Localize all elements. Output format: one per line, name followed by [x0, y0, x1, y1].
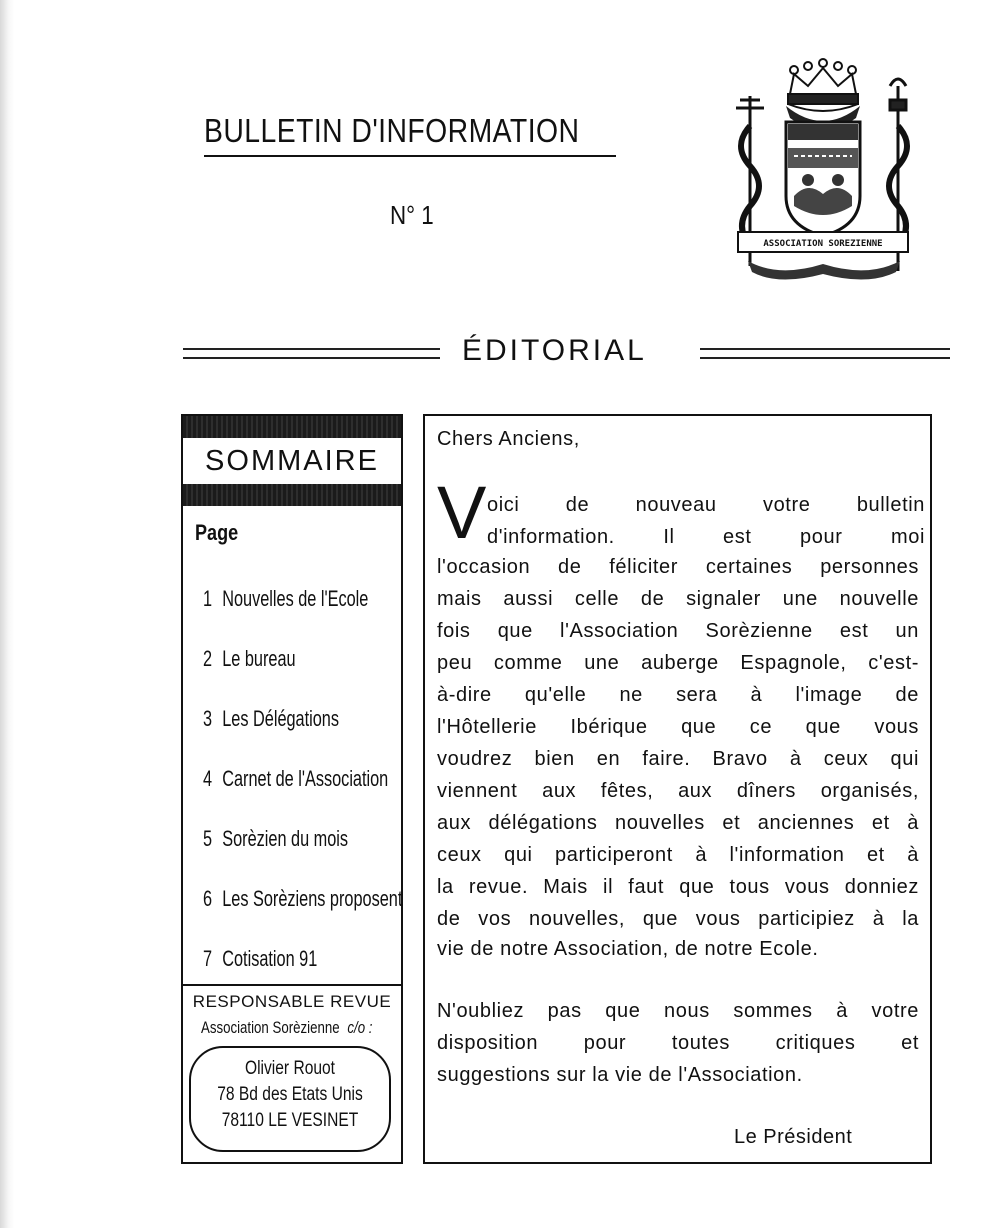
letter-line: d'information. Il est pour moi — [487, 526, 925, 548]
toc-label: Les Sorèziens proposent — [222, 886, 403, 911]
letter-drop-cap: V — [437, 471, 487, 554]
letter-line: vie de notre Association, de notre Ecole. — [437, 938, 819, 960]
toc-label: Cotisation 91 — [222, 946, 318, 971]
title-underline — [204, 155, 616, 157]
sommaire-bar-top — [183, 416, 401, 438]
responsable-box — [181, 986, 403, 1164]
toc-page-number: 5 — [203, 826, 213, 851]
contact-street: 78 Bd des Etats Unis — [217, 1084, 363, 1105]
toc-item — [203, 646, 296, 672]
responsable-association — [201, 1018, 372, 1038]
editorial-letter-box — [423, 414, 932, 1164]
toc-page-number: 3 — [203, 706, 213, 731]
toc-page-number: 4 — [203, 766, 213, 791]
page-column-label: Page — [195, 520, 239, 545]
letter-line: ceux qui participeront à l'information et à — [437, 844, 919, 866]
scan-edge-shadow — [0, 0, 14, 1228]
sommaire-bar-bottom — [183, 484, 401, 506]
issue-number: N° 1 — [390, 200, 434, 230]
letter-closing-line: N'oubliez pas que nous sommes à votre — [437, 1000, 919, 1022]
address-oval — [189, 1046, 391, 1152]
editorial-rule-left — [183, 348, 440, 359]
toc-item — [203, 946, 317, 972]
bulletin-title: BULLETIN D'INFORMATION — [204, 112, 580, 149]
toc-page-number: 7 — [203, 946, 213, 971]
letter-line: oici de nouveau votre bulletin — [487, 494, 925, 516]
toc-label: Le bureau — [222, 646, 296, 671]
editorial-heading: ÉDITORIAL — [462, 334, 647, 367]
toc-page-number: 1 — [203, 586, 213, 611]
letter-line: mais aussi celle de signaler une nouvelle — [437, 588, 919, 610]
letter-signature: Le Président — [734, 1126, 853, 1148]
letter-line: fois que l'Association Sorèzienne est un — [437, 620, 919, 642]
toc-item — [203, 706, 339, 732]
toc-page-number: 2 — [203, 646, 213, 671]
letter-line: peu comme une auberge Espagnole, c'est- — [437, 652, 919, 674]
letter-closing-line: suggestions sur la vie de l'Association. — [437, 1064, 803, 1086]
svg-text:ASSOCIATION SOREZIENNE: ASSOCIATION SOREZIENNE — [763, 239, 883, 249]
letter-line: à-dire qu'elle ne sera à l'image de — [437, 684, 919, 706]
letter-line: viennent aux fêtes, aux dîners organisés, — [437, 780, 919, 802]
letter-line: aux délégations nouvelles et anciennes et à — [437, 812, 919, 834]
letter-line: la revue. Mais il faut que tous vous donniez — [437, 876, 919, 898]
toc-item — [203, 886, 402, 912]
shield-icon — [786, 122, 860, 236]
toc-label: Carnet de l'Association — [222, 766, 389, 791]
banner-ribbon — [738, 232, 908, 252]
association-name: Association Sorèzienne — [201, 1018, 340, 1037]
letter-line: l'Hôtellerie Ibérique que ce que vous — [437, 716, 919, 738]
letter-line: de vos nouvelles, que vous participiez à la — [437, 908, 919, 930]
sommaire-title: SOMMAIRE — [205, 445, 379, 477]
toc-item — [203, 766, 388, 792]
letter-line: l'occasion de féliciter certaines personnes — [437, 556, 919, 578]
care-of-label: c/o : — [347, 1018, 373, 1037]
crown-icon — [788, 59, 858, 111]
contact-name: Olivier Rouot — [244, 1058, 336, 1079]
responsable-title: RESPONSABLE REVUE — [192, 992, 392, 1011]
letter-closing-line: disposition pour toutes critiques et — [437, 1032, 919, 1054]
sommaire-box — [181, 414, 403, 986]
toc-item — [203, 586, 368, 612]
letter-salutation: Chers Anciens, — [437, 428, 580, 450]
toc-page-number: 6 — [203, 886, 213, 911]
toc-item — [203, 826, 348, 852]
toc-label: Nouvelles de l'Ecole — [222, 586, 369, 611]
association-crest-logo — [728, 56, 918, 288]
letter-line: voudrez bien en faire. Bravo à ceux qui — [437, 748, 919, 770]
toc-label: Les Délégations — [222, 706, 339, 731]
toc-label: Sorèzien du mois — [222, 826, 349, 851]
contact-city: 78110 LE VESINET — [221, 1110, 359, 1131]
editorial-rule-right — [700, 348, 950, 359]
